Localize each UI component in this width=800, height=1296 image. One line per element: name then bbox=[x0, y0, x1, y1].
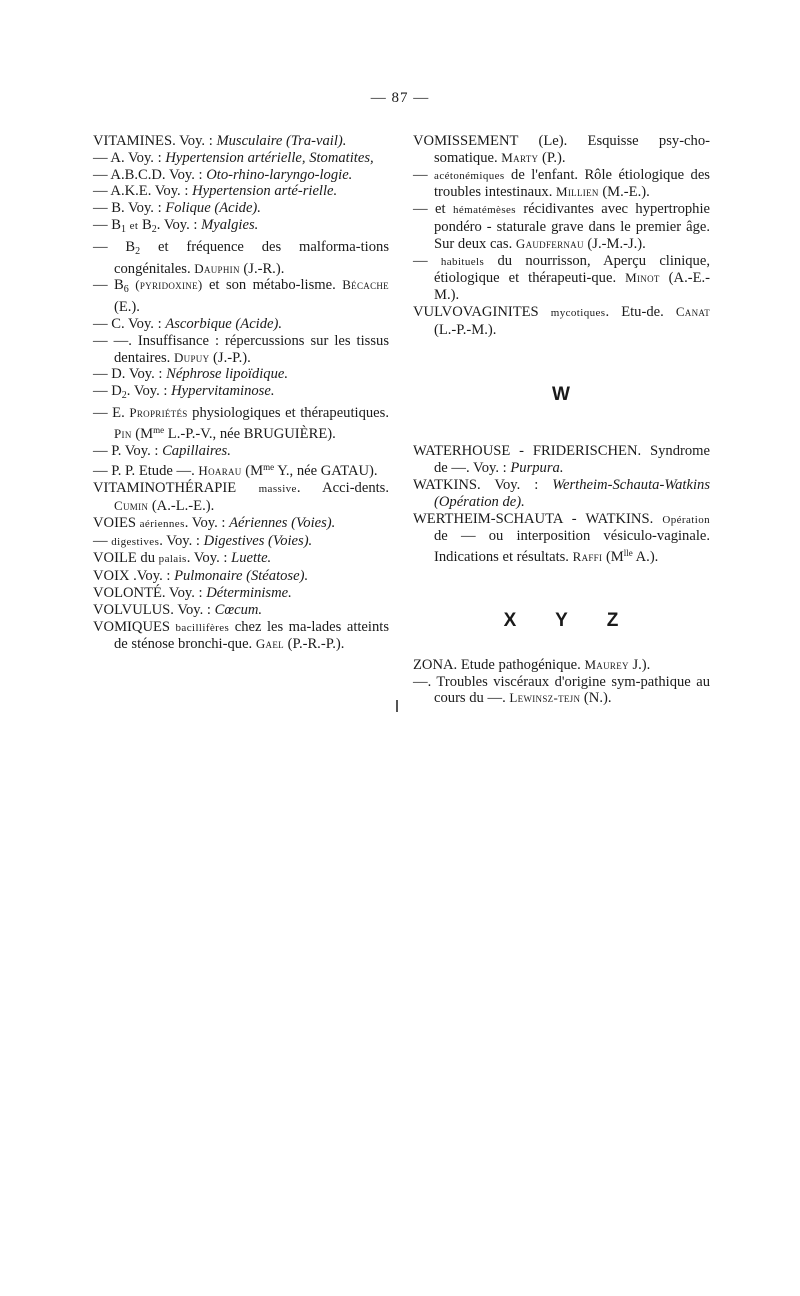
entry-text: Capillaires. bbox=[162, 442, 231, 459]
entry-text: me bbox=[153, 424, 165, 435]
index-entry bbox=[93, 480, 389, 515]
entry-text: Millien bbox=[556, 184, 599, 200]
index-entry bbox=[413, 511, 710, 566]
entry-text: —. Troubles viscéraux d'origine sym-pathique au cours du —. bbox=[413, 673, 710, 707]
entry-text: . Voy. : bbox=[156, 216, 202, 233]
index-entry bbox=[93, 602, 389, 619]
entry-text: VOLONTÉ. Voy. : bbox=[93, 584, 207, 601]
right-column bbox=[413, 133, 710, 707]
entry-text: et son métabo-lisme. bbox=[202, 277, 343, 294]
entry-text: — B bbox=[93, 216, 121, 233]
entry-text: . Voy. : bbox=[184, 514, 230, 531]
entry-text: physiologiques et thérapeutiques. bbox=[187, 404, 389, 421]
entry-text: Bécache bbox=[342, 277, 389, 293]
index-entry bbox=[93, 515, 389, 533]
index-entry bbox=[93, 333, 389, 367]
index-entry bbox=[93, 443, 389, 460]
entry-text: (E.). bbox=[114, 299, 140, 316]
entry-text: et bbox=[129, 219, 139, 232]
entry-text: Propriétés bbox=[129, 404, 188, 420]
index-entry bbox=[93, 200, 389, 217]
entry-text: VOILE du bbox=[93, 550, 159, 567]
entry-text: Pin bbox=[114, 425, 132, 441]
section-w-entries bbox=[413, 443, 710, 566]
entry-text: (M bbox=[241, 463, 264, 480]
entry-text: Ascorbique (Acide). bbox=[165, 315, 283, 332]
index-entry bbox=[413, 477, 710, 511]
entry-text: palais bbox=[158, 553, 187, 566]
entry-text: (A.-L.-E.). bbox=[148, 497, 215, 514]
index-entry bbox=[413, 657, 710, 674]
entry-text: 2 bbox=[151, 223, 157, 235]
entry-text: 2 bbox=[135, 245, 141, 257]
entry-text: — D. Voy. : bbox=[93, 366, 167, 383]
entry-text: — A.K.E. Voy. : bbox=[93, 183, 193, 200]
entry-text: Purpura. bbox=[510, 460, 564, 477]
entry-text: (M.-E.). bbox=[598, 184, 650, 201]
entry-text: aériennes bbox=[139, 517, 185, 530]
entry-text: Cumin bbox=[114, 497, 149, 513]
index-entry bbox=[413, 674, 710, 708]
index-entry bbox=[93, 585, 389, 602]
entry-text: — —. Insuffisance : répercussions sur les tissus dentaires. bbox=[93, 332, 389, 366]
entry-text: hématémèses bbox=[452, 204, 516, 217]
entry-text: Wertheim-Schauta-Watkins (Opération de). bbox=[434, 476, 710, 510]
entry-text: (P.). bbox=[538, 149, 566, 166]
index-entry bbox=[93, 533, 389, 551]
entry-text: Hypervitaminose. bbox=[171, 383, 275, 400]
entry-text: digestives bbox=[111, 535, 160, 548]
index-entry bbox=[93, 150, 389, 167]
entry-text: — bbox=[413, 166, 435, 183]
entry-text: VOMIQUES bbox=[93, 618, 176, 635]
entry-text: habituels bbox=[440, 255, 485, 268]
entry-text: . Voy. : bbox=[159, 532, 204, 549]
entry-text: Aériennes (Voies). bbox=[229, 514, 336, 531]
index-entry bbox=[413, 253, 710, 304]
entry-text: L.-P.-V., née BRUGUIÈRE). bbox=[164, 425, 336, 442]
index-entry bbox=[93, 167, 389, 184]
entry-text: — B bbox=[93, 238, 136, 255]
entry-text: Minot bbox=[625, 270, 660, 286]
section-letter-xyz: X Y Z bbox=[503, 609, 620, 631]
index-entry bbox=[93, 217, 389, 239]
entry-text: — et bbox=[413, 201, 453, 218]
index-entry bbox=[93, 459, 389, 480]
page-number: — 87 — bbox=[370, 90, 430, 106]
entry-text: — B bbox=[93, 277, 124, 294]
entry-text: VULVOVAGINITES bbox=[413, 303, 551, 320]
entry-text: Musculaire (Tra-vail). bbox=[216, 133, 347, 149]
entry-text: Gaudfernau bbox=[515, 235, 584, 251]
index-entry bbox=[93, 133, 389, 150]
entry-text: — B. Voy. : bbox=[93, 200, 166, 217]
entry-text: Opération bbox=[662, 513, 710, 526]
index-entry bbox=[93, 277, 389, 316]
entry-text: Dauphin bbox=[194, 260, 240, 276]
entry-text: (A.-E.-M.). bbox=[434, 270, 710, 304]
entry-text: 1 bbox=[120, 223, 126, 235]
entry-text: VITAMINOTHÉRAPIE bbox=[93, 480, 259, 497]
index-entry bbox=[413, 304, 710, 339]
entry-text: — A. Voy. : bbox=[93, 149, 166, 166]
index-entry bbox=[413, 133, 710, 167]
index-entry bbox=[413, 201, 710, 252]
entry-text: Myalgies. bbox=[201, 216, 259, 233]
entry-text: Cœcum. bbox=[214, 601, 263, 618]
entry-text: bacillifères bbox=[175, 621, 230, 634]
entry-text: Déterminisme. bbox=[206, 584, 292, 601]
entry-text: (L.-P.-M.). bbox=[434, 321, 497, 338]
entry-text: . Etu-de. bbox=[605, 303, 676, 320]
index-entry bbox=[93, 316, 389, 333]
entry-text: WATERHOUSE - FRIDERISCHEN. Syndrome de —. Voy. : bbox=[413, 443, 710, 477]
entry-text: et fréquence des malforma-tions congénitales. bbox=[114, 238, 389, 277]
entry-text: 6 bbox=[123, 284, 129, 296]
entry-text: Hypertension artérielle, Stomatites, bbox=[165, 149, 374, 166]
entry-text: Digestives (Voies). bbox=[203, 532, 313, 549]
index-entry bbox=[93, 568, 389, 585]
entry-text: Raffi bbox=[572, 549, 603, 565]
entry-text: . Voy. : bbox=[126, 383, 172, 400]
print-mark bbox=[396, 700, 398, 712]
index-entry bbox=[93, 366, 389, 383]
entry-text: — A.B.C.D. Voy. : bbox=[93, 166, 207, 183]
entry-text: Lewinsz-tejn bbox=[509, 690, 581, 706]
entry-text: — C. Voy. : bbox=[93, 315, 166, 332]
entry-text: lle bbox=[623, 548, 633, 559]
entry-text: (N.). bbox=[580, 690, 612, 707]
entry-text: Oto-rhino-laryngo-logie. bbox=[206, 166, 353, 183]
entry-text: VOMISSEMENT (Le). Esquisse psy-cho-somatique. bbox=[413, 133, 710, 166]
entry-text: Y., née GATAU). bbox=[274, 463, 378, 480]
entry-text: de — ou interposition vésiculo-vaginale. Indications et résultats. bbox=[434, 528, 710, 566]
entry-text: Dupuy bbox=[173, 349, 210, 365]
index-entry bbox=[93, 405, 389, 443]
entry-text: Pulmonaire (Stéatose). bbox=[174, 568, 309, 585]
index-entry bbox=[93, 383, 389, 405]
section-v-entries bbox=[413, 133, 710, 339]
entry-text: — E. bbox=[93, 404, 130, 421]
index-entry bbox=[413, 167, 710, 202]
entry-text: Luette. bbox=[231, 550, 272, 567]
entry-text: chez les ma-lades atteints de sténose bronchi-que. bbox=[114, 618, 389, 653]
entry-text: (pyridoxine) bbox=[135, 277, 203, 293]
entry-text: (M bbox=[131, 425, 154, 442]
entry-text: VOIES bbox=[93, 514, 140, 531]
entry-text: récidivantes avec hypertrophie pondéro - staturale grave dans le premier âge. Sur deux cas. bbox=[434, 201, 710, 252]
entry-text: 2 bbox=[121, 390, 127, 402]
entry-text: massive bbox=[258, 483, 297, 496]
entry-text: Gael bbox=[255, 636, 284, 652]
entry-text: Canat bbox=[675, 303, 710, 319]
entry-text: (J.-R.). bbox=[239, 260, 285, 277]
entry-text: WERTHEIM-SCHAUTA - WATKINS. bbox=[413, 510, 663, 527]
entry-text: WATKINS. Voy. : bbox=[413, 476, 553, 493]
entry-text: Néphrose lipoïdique. bbox=[166, 366, 288, 383]
entry-text: Hypertension arté-rielle. bbox=[192, 183, 338, 200]
entry-text: acétonémiques bbox=[434, 169, 505, 182]
entry-text: — P. Voy. : bbox=[93, 442, 163, 459]
entry-text: me bbox=[263, 462, 275, 473]
index-entry bbox=[413, 443, 710, 477]
entry-text: Marty bbox=[501, 149, 539, 165]
section-letter-w: W bbox=[552, 383, 571, 405]
entry-text: Hoarau bbox=[198, 463, 242, 479]
entry-text: (P.-R.-P.). bbox=[283, 636, 345, 653]
entry-text: . Voy. : bbox=[186, 550, 232, 567]
entry-text: Maurey bbox=[584, 656, 629, 672]
index-entry bbox=[93, 239, 389, 278]
entry-text: (J.-P.). bbox=[209, 349, 251, 366]
entry-text: ZONA. Etude pathogénique. bbox=[413, 656, 585, 673]
entry-text: VOIX .Voy. : bbox=[93, 568, 175, 585]
entry-text: VITAMINES. Voy. : bbox=[93, 133, 217, 149]
entry-text: — P. P. Etude —. bbox=[93, 463, 199, 480]
entry-text: — bbox=[93, 532, 112, 549]
entry-text: A.). bbox=[632, 549, 659, 566]
entry-text: . Acci-dents. bbox=[296, 480, 390, 497]
section-z-entries bbox=[413, 657, 710, 707]
entry-text: B bbox=[138, 216, 152, 233]
entry-text: du nourrisson, Aperçu clinique, étiologique et thérapeuti-que. bbox=[434, 252, 710, 287]
left-column bbox=[93, 133, 389, 653]
entry-text: — D bbox=[93, 383, 122, 400]
index-entry bbox=[93, 619, 389, 654]
entry-text: (M bbox=[602, 549, 624, 566]
entry-text: (J.-M.-J.). bbox=[583, 235, 646, 252]
entry-text: — bbox=[413, 252, 441, 269]
entry-text: J.). bbox=[628, 656, 651, 673]
index-entry bbox=[93, 550, 389, 568]
entry-text: Folique (Acide). bbox=[165, 200, 261, 217]
entry-text: de l'enfant. Rôle étiologique des troubles intestinaux. bbox=[434, 166, 710, 201]
entry-text: mycotiques bbox=[550, 306, 606, 319]
index-entry bbox=[93, 183, 389, 200]
entry-text: VOLVULUS. Voy. : bbox=[93, 601, 215, 618]
